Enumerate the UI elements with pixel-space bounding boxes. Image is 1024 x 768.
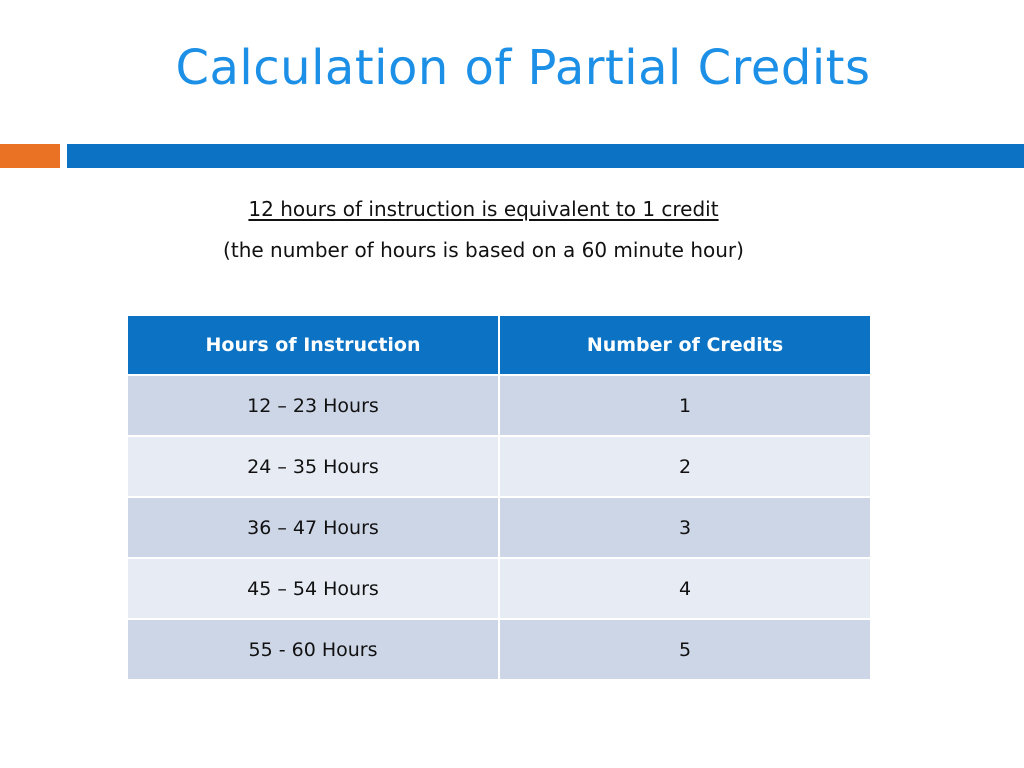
hours-cell: 55 - 60 Hours <box>128 619 499 680</box>
credits-cell: 1 <box>499 375 870 436</box>
table-row <box>128 497 870 558</box>
credits-cell: 4 <box>499 558 870 619</box>
credits-cell: 3 <box>499 497 870 558</box>
credits-cell: 5 <box>499 619 870 680</box>
credits-cell: 2 <box>499 436 870 497</box>
credits-table <box>128 316 870 681</box>
slide-title: Calculation of Partial Credits <box>175 40 871 96</box>
hours-cell: 36 – 47 Hours <box>128 497 499 558</box>
table-row <box>128 619 870 680</box>
header-hours-of-instruction: Hours of Instruction <box>128 316 499 375</box>
table-header-row <box>128 316 870 375</box>
hours-cell: 45 – 54 Hours <box>128 558 499 619</box>
accent-bar-blue <box>67 144 1024 168</box>
table-row <box>128 375 870 436</box>
hours-cell: 12 – 23 Hours <box>128 375 499 436</box>
subtitle-rule: 12 hours of instruction is equivalent to 1 credit <box>248 197 719 221</box>
header-number-of-credits: Number of Credits <box>499 316 870 375</box>
hours-cell: 24 – 35 Hours <box>128 436 499 497</box>
table-row <box>128 558 870 619</box>
subtitle-note: (the number of hours is based on a 60 minute hour) <box>223 238 744 262</box>
accent-bar-orange <box>0 144 60 168</box>
table-row <box>128 436 870 497</box>
